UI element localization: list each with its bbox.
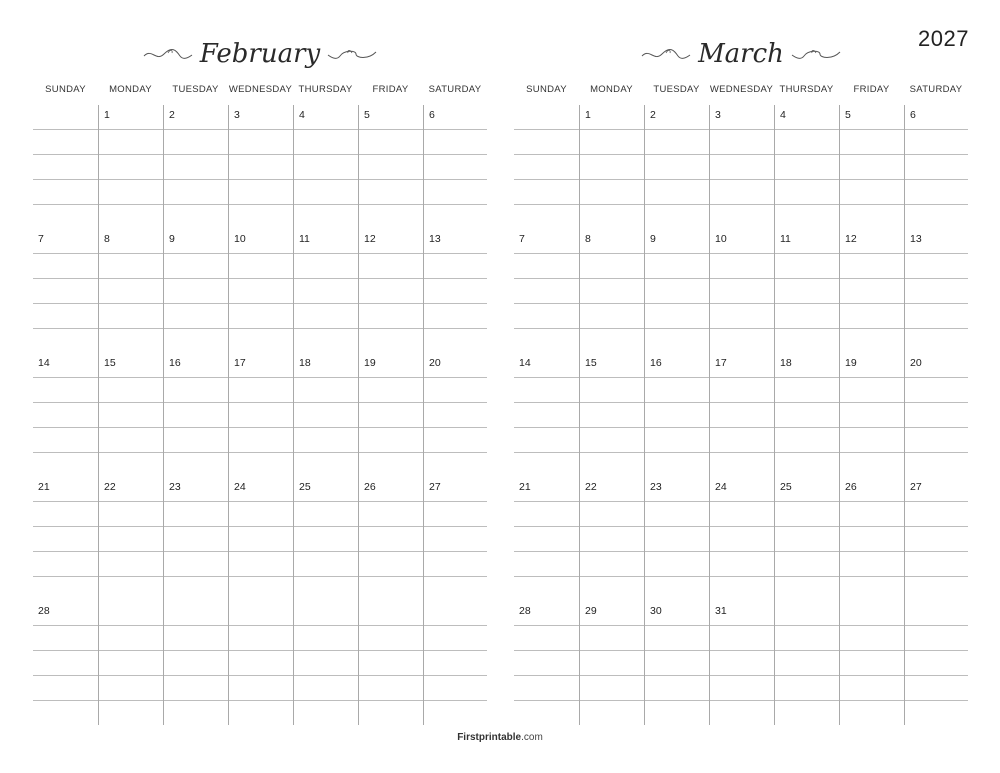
day-number: 25 — [299, 481, 311, 493]
day-number: 13 — [429, 233, 441, 245]
brand-name: Firstprintable — [457, 732, 522, 743]
day-cell — [163, 353, 228, 477]
day-number: 12 — [364, 233, 376, 245]
day-number: 25 — [780, 481, 792, 493]
day-number: 21 — [38, 481, 50, 493]
day-number: 7 — [519, 233, 525, 245]
day-cell — [839, 229, 904, 353]
day-cell — [358, 105, 423, 229]
day-cell — [514, 353, 579, 477]
day-cell — [98, 601, 163, 725]
day-number: 6 — [429, 109, 435, 121]
month-name: February — [199, 39, 321, 69]
day-number: 18 — [780, 357, 792, 369]
day-number: 19 — [364, 357, 376, 369]
day-number: 6 — [910, 109, 916, 121]
weekday-monday: MONDAY — [109, 84, 152, 95]
day-cell — [358, 601, 423, 725]
day-number: 19 — [845, 357, 857, 369]
day-cell — [33, 353, 98, 477]
day-cell — [709, 105, 774, 229]
weekday-header — [514, 80, 968, 99]
day-cell — [579, 229, 644, 353]
flourish-left-icon — [142, 44, 194, 64]
month-title-march — [514, 30, 968, 78]
day-number: 15 — [104, 357, 116, 369]
day-number: 24 — [234, 481, 246, 493]
day-number: 18 — [299, 357, 311, 369]
day-cell — [33, 477, 98, 601]
day-cell — [228, 105, 293, 229]
weekday-saturday: SATURDAY — [909, 84, 963, 95]
day-number: 9 — [650, 233, 656, 245]
weekday-header — [33, 80, 487, 99]
day-number: 8 — [585, 233, 591, 245]
day-number: 5 — [845, 109, 851, 121]
flourish-right-icon — [790, 44, 842, 64]
day-number: 8 — [104, 233, 110, 245]
day-cell — [358, 477, 423, 601]
month-name: March — [698, 39, 784, 69]
day-cell — [774, 601, 839, 725]
day-cell — [839, 601, 904, 725]
day-number: 22 — [104, 481, 116, 493]
month-title-february — [33, 30, 487, 78]
day-number: 9 — [169, 233, 175, 245]
footer-brand — [0, 732, 1000, 743]
day-number: 13 — [910, 233, 922, 245]
day-cell — [644, 229, 709, 353]
day-cell — [514, 105, 579, 229]
day-cell — [98, 105, 163, 229]
day-number: 27 — [910, 481, 922, 493]
weekday-thursday: THURSDAY — [298, 84, 353, 95]
weekday-sunday: SUNDAY — [45, 84, 86, 95]
day-cell — [33, 105, 98, 229]
day-number: 4 — [299, 109, 305, 121]
flourish-left-icon — [640, 44, 692, 64]
day-number: 28 — [519, 605, 531, 617]
day-grid — [514, 105, 968, 725]
day-number: 21 — [519, 481, 531, 493]
day-number: 22 — [585, 481, 597, 493]
day-cell — [358, 353, 423, 477]
day-cell — [839, 477, 904, 601]
day-cell — [228, 601, 293, 725]
day-number: 31 — [715, 605, 727, 617]
day-cell — [163, 229, 228, 353]
day-cell — [98, 477, 163, 601]
weekday-saturday: SATURDAY — [428, 84, 482, 95]
day-number: 20 — [910, 357, 922, 369]
day-number: 17 — [715, 357, 727, 369]
day-cell — [579, 477, 644, 601]
day-cell — [579, 601, 644, 725]
day-number: 29 — [585, 605, 597, 617]
day-cell — [293, 353, 358, 477]
day-number: 2 — [169, 109, 175, 121]
day-cell — [514, 601, 579, 725]
day-cell — [293, 105, 358, 229]
day-number: 3 — [715, 109, 721, 121]
day-cell — [839, 105, 904, 229]
day-cell — [709, 477, 774, 601]
day-cell — [644, 105, 709, 229]
day-number: 7 — [38, 233, 44, 245]
day-cell — [774, 229, 839, 353]
day-number: 27 — [429, 481, 441, 493]
day-number: 4 — [780, 109, 786, 121]
day-number: 5 — [364, 109, 370, 121]
day-cell — [423, 601, 487, 725]
day-number: 1 — [104, 109, 110, 121]
day-cell — [774, 105, 839, 229]
day-cell — [904, 601, 968, 725]
day-number: 26 — [845, 481, 857, 493]
day-cell — [579, 353, 644, 477]
calendar-february — [33, 80, 487, 725]
flourish-right-icon — [326, 44, 378, 64]
day-number: 11 — [780, 233, 791, 245]
weekday-wednesday: WEDNESDAY — [709, 84, 774, 95]
day-cell — [709, 229, 774, 353]
weekday-friday: FRIDAY — [853, 84, 890, 95]
day-cell — [228, 229, 293, 353]
calendar-march — [514, 80, 968, 725]
day-cell — [33, 229, 98, 353]
day-number: 10 — [715, 233, 727, 245]
weekday-wednesday: WEDNESDAY — [228, 84, 293, 95]
day-cell — [839, 353, 904, 477]
day-cell — [709, 601, 774, 725]
day-cell — [904, 105, 968, 229]
day-cell — [644, 601, 709, 725]
weekday-monday: MONDAY — [590, 84, 633, 95]
day-cell — [423, 477, 487, 601]
day-number: 16 — [169, 357, 181, 369]
weekday-tuesday: TUESDAY — [172, 84, 219, 95]
day-cell — [774, 477, 839, 601]
day-number: 24 — [715, 481, 727, 493]
day-number: 1 — [585, 109, 591, 121]
day-number: 14 — [38, 357, 50, 369]
day-cell — [163, 105, 228, 229]
day-cell — [228, 477, 293, 601]
day-cell — [293, 477, 358, 601]
day-cell — [358, 229, 423, 353]
day-number: 20 — [429, 357, 441, 369]
day-number: 3 — [234, 109, 240, 121]
day-number: 10 — [234, 233, 246, 245]
day-cell — [423, 229, 487, 353]
day-number: 16 — [650, 357, 662, 369]
day-cell — [904, 477, 968, 601]
day-number: 28 — [38, 605, 50, 617]
day-cell — [904, 229, 968, 353]
day-number: 2 — [650, 109, 656, 121]
weekday-sunday: SUNDAY — [526, 84, 567, 95]
day-cell — [644, 353, 709, 477]
day-number: 23 — [169, 481, 181, 493]
day-cell — [514, 477, 579, 601]
day-cell — [423, 353, 487, 477]
day-number: 11 — [299, 233, 310, 245]
day-grid — [33, 105, 487, 725]
day-cell — [514, 229, 579, 353]
weekday-friday: FRIDAY — [372, 84, 409, 95]
year-label: 2027 — [918, 26, 969, 51]
day-number: 30 — [650, 605, 662, 617]
day-cell — [774, 353, 839, 477]
day-cell — [98, 353, 163, 477]
day-number: 14 — [519, 357, 531, 369]
day-cell — [904, 353, 968, 477]
day-cell — [579, 105, 644, 229]
day-number: 17 — [234, 357, 246, 369]
day-cell — [33, 601, 98, 725]
day-cell — [423, 105, 487, 229]
day-number: 15 — [585, 357, 597, 369]
day-cell — [709, 353, 774, 477]
day-number: 26 — [364, 481, 376, 493]
day-cell — [293, 229, 358, 353]
day-cell — [163, 477, 228, 601]
day-cell — [293, 601, 358, 725]
day-cell — [98, 229, 163, 353]
day-cell — [644, 477, 709, 601]
day-cell — [163, 601, 228, 725]
day-number: 12 — [845, 233, 857, 245]
day-cell — [228, 353, 293, 477]
weekday-tuesday: TUESDAY — [653, 84, 700, 95]
day-number: 23 — [650, 481, 662, 493]
weekday-thursday: THURSDAY — [779, 84, 834, 95]
brand-suffix: .com — [521, 732, 543, 743]
